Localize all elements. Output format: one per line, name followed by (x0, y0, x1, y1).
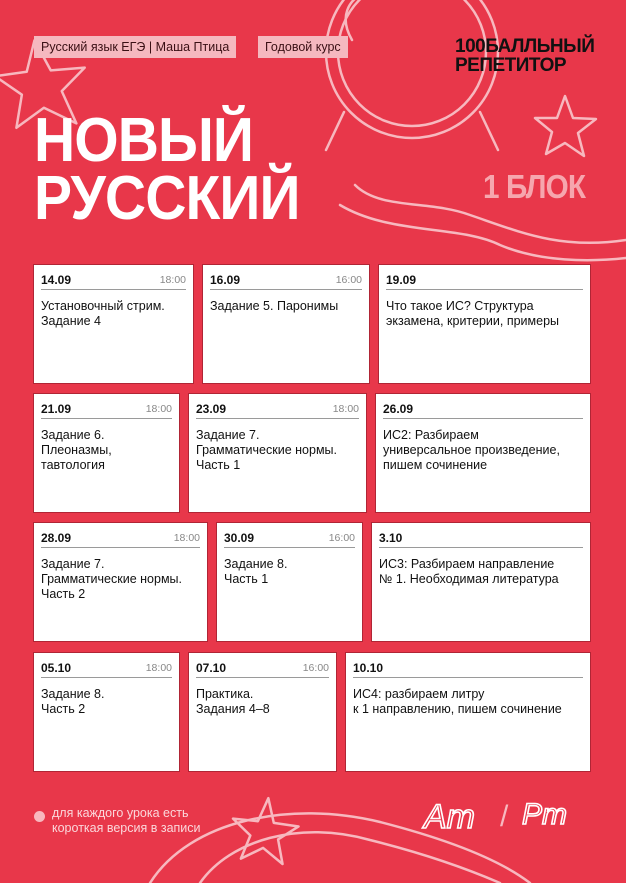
lesson-topic: ИС4: разбираем литру к 1 направлению, пишем сочинение (353, 687, 562, 716)
swirl-line (200, 832, 500, 883)
title-line-1: НОВЫЙ (34, 106, 254, 175)
block-label: 1 БЛОК (483, 168, 586, 205)
lesson-date: 14.09 (41, 273, 72, 287)
lesson-time: 16:00 (335, 274, 362, 286)
lesson-topic: Задание 8. Часть 2 (41, 687, 105, 716)
lesson-date: 23.09 (196, 402, 227, 416)
lesson-date: 3.10 (379, 531, 403, 545)
bullet-dot-icon (34, 811, 45, 822)
lesson-card (345, 652, 591, 772)
brand-line-2: РЕПЕТИТОР (455, 55, 567, 76)
lesson-topic: Задание 7. Грамматические нормы. Часть 1 (196, 428, 337, 472)
lesson-date: 16.09 (210, 273, 241, 287)
swirl-line (340, 205, 626, 260)
lesson-date: 30.09 (224, 531, 255, 545)
lesson-time: 16:00 (328, 532, 355, 544)
lesson-time: 18:00 (332, 403, 359, 415)
lesson-date: 21.09 (41, 402, 72, 416)
lesson-topic: Практика. Задания 4–8 (196, 687, 270, 716)
lesson-card (378, 264, 591, 384)
lesson-topic: Что такое ИС? Структура экзамена, критерии, примеры (386, 299, 560, 328)
corner-logo-am: Am (424, 798, 475, 836)
lesson-card (188, 393, 367, 513)
lesson-card (33, 393, 180, 513)
lesson-topic: Задание 8. Часть 1 (224, 557, 288, 586)
lesson-date: 05.10 (41, 661, 72, 675)
lesson-card (202, 264, 370, 384)
lesson-card (216, 522, 363, 642)
lesson-topic: Задание 7. Грамматические нормы. Часть 2 (41, 557, 182, 601)
lesson-time: 18:00 (173, 532, 200, 544)
lesson-time: 18:00 (159, 274, 186, 286)
lesson-topic: Установочный стрим. Задание 4 (41, 299, 165, 328)
lesson-card (375, 393, 591, 513)
corner-logo-pm: Pm (522, 798, 567, 831)
lesson-card (33, 264, 194, 384)
brand-line-1: 100БАЛЛЬНЫЙ (455, 36, 595, 57)
star-icon (535, 96, 596, 156)
lesson-date: 26.09 (383, 402, 414, 416)
lesson-card (33, 652, 180, 772)
footnote: для каждого урока есть короткая версия в записи (52, 806, 201, 835)
page-title (34, 106, 300, 233)
lesson-time: 18:00 (145, 662, 172, 674)
lesson-time: 16:00 (302, 662, 329, 674)
lesson-topic: ИС3: Разбираем направление № 1. Необходимая литература (379, 557, 559, 586)
lesson-card (33, 522, 208, 642)
lesson-date: 07.10 (196, 661, 227, 675)
lesson-topic: Задание 5. Паронимы (210, 299, 339, 313)
course-tag: Русский язык ЕГЭ | Маша Птица (34, 36, 236, 58)
lesson-card (371, 522, 591, 642)
lesson-time: 18:00 (145, 403, 172, 415)
title-line-2: РУССКИЙ (34, 164, 300, 233)
lesson-date: 19.09 (386, 273, 417, 287)
lesson-card (188, 652, 337, 772)
brand-logo (455, 37, 594, 75)
lesson-date: 28.09 (41, 531, 72, 545)
lesson-topic: Задание 6. Плеоназмы, тавтология (41, 428, 112, 472)
lesson-topic: ИС2: Разбираем универсальное произведение, пишем сочинение (383, 428, 560, 472)
corner-logo-sep: / (500, 800, 509, 833)
course-type-tag: Годовой курс (258, 36, 348, 58)
lesson-date: 10.10 (353, 661, 384, 675)
